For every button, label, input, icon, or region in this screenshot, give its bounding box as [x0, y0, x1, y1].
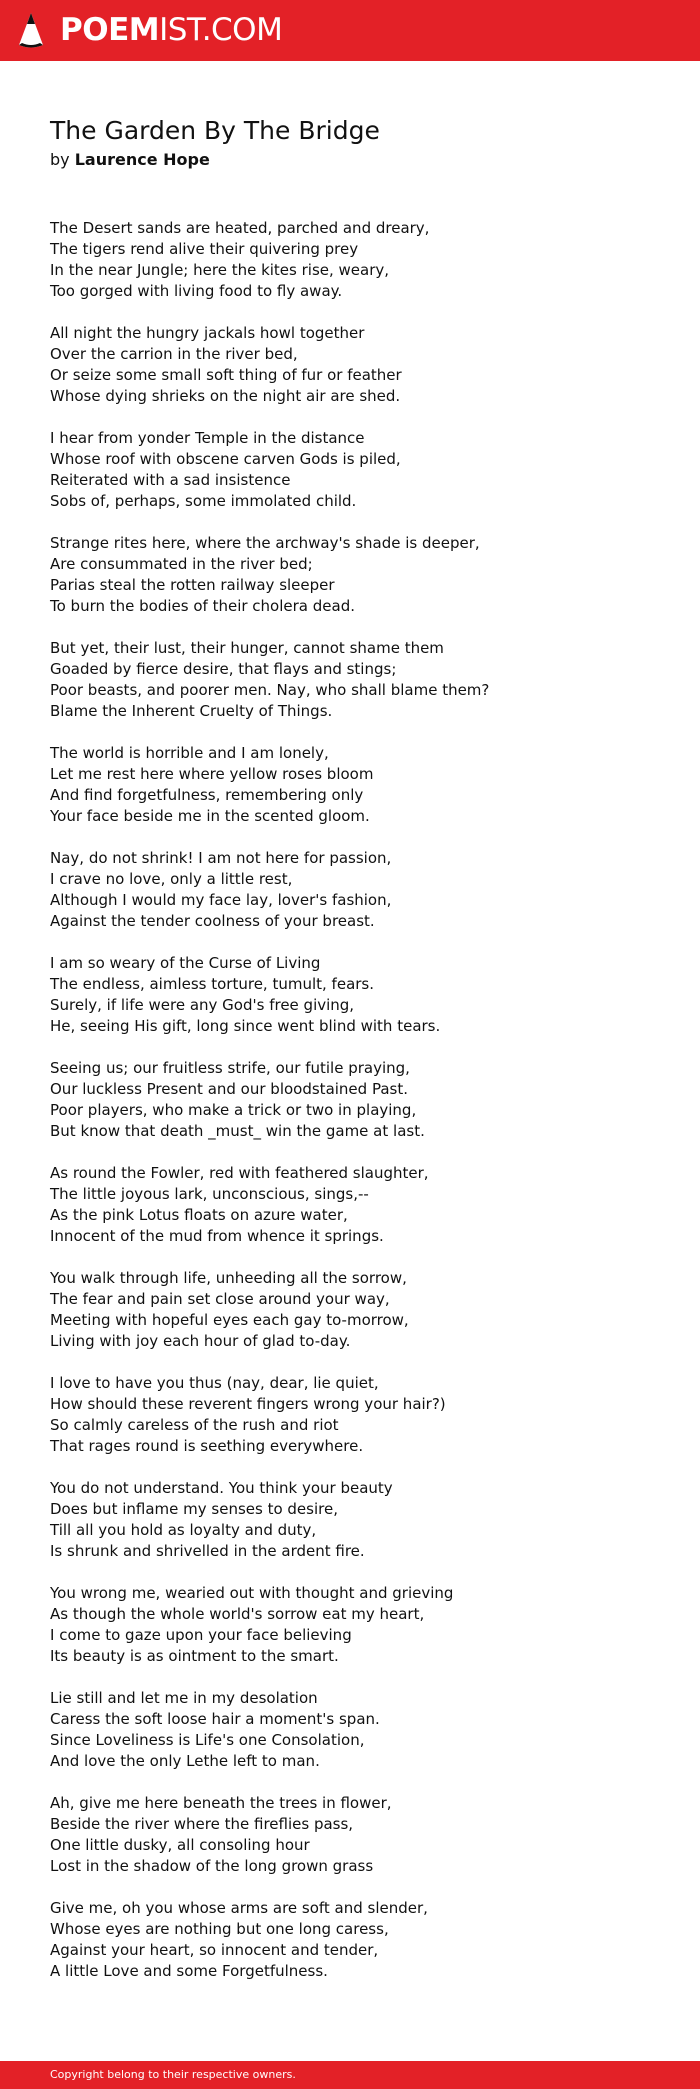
poem-line: The endless, aimless torture, tumult, fears.	[50, 975, 375, 993]
poem-line: Reiterated with a sad insistence	[50, 471, 291, 489]
stanza	[50, 533, 650, 617]
stanza	[50, 1163, 650, 1247]
stanza	[50, 1373, 650, 1457]
poem-line: Nay, do not shrink! I am not here for passion,	[50, 849, 392, 867]
poem-line: So calmly careless of the rush and riot	[50, 1416, 339, 1434]
poem-line: Goaded by fierce desire, that flays and stings;	[50, 660, 397, 678]
poem-line: Over the carrion in the river bed,	[50, 345, 298, 363]
poem-line: Lie still and let me in my desolation	[50, 1689, 318, 1707]
stanza	[50, 848, 650, 932]
poem-line: Surely, if life were any God's free giving,	[50, 996, 355, 1014]
poem-line: You wrong me, wearied out with thought and grieving	[50, 1584, 454, 1602]
poem-line: Whose dying shrieks on the night air are shed.	[50, 387, 401, 405]
poem-line: Beside the river where the fireflies pass,	[50, 1815, 354, 1833]
poem-line: Our luckless Present and our bloodstained Past.	[50, 1080, 408, 1098]
poem-line: Ah, give me here beneath the trees in flower,	[50, 1794, 392, 1812]
site-logo[interactable]	[60, 12, 282, 48]
poem-line: I come to gaze upon your face believing	[50, 1626, 352, 1644]
stanza	[50, 323, 650, 407]
stanza	[50, 1583, 650, 1667]
stanza	[50, 1898, 650, 1982]
logo-bold-text: POEM	[60, 12, 160, 48]
poem-line: Innocent of the mud from whence it springs.	[50, 1227, 384, 1245]
poem-line: That rages round is seething everywhere.	[50, 1437, 364, 1455]
poem-line: I love to have you thus (nay, dear, lie quiet,	[50, 1374, 379, 1392]
poem-title: The Garden By The Bridge	[50, 116, 380, 145]
stanza	[50, 953, 650, 1037]
poem-line: Against your heart, so innocent and tender,	[50, 1941, 379, 1959]
poem-line: Lost in the shadow of the long grown grass	[50, 1857, 374, 1875]
poem-line: Too gorged with living food to fly away.	[50, 282, 343, 300]
poem-line: Meeting with hopeful eyes each gay to-morrow,	[50, 1311, 409, 1329]
poem-line: And love the only Lethe left to man.	[50, 1752, 320, 1770]
poem-line: But yet, their lust, their hunger, cannot shame them	[50, 639, 444, 657]
byline	[50, 149, 650, 171]
poem-line: Give me, oh you whose arms are soft and slender,	[50, 1899, 428, 1917]
poem-line: Let me rest here where yellow roses bloom	[50, 765, 374, 783]
pencil-icon[interactable]	[16, 12, 46, 50]
byline-prefix: by	[50, 150, 70, 169]
poem-line: Whose eyes are nothing but one long caress,	[50, 1920, 389, 1938]
poem-line: Living with joy each hour of glad to-day.	[50, 1332, 351, 1350]
poem-line: You walk through life, unheeding all the sorrow,	[50, 1269, 407, 1287]
poem-line: Your face beside me in the scented gloom.	[50, 807, 370, 825]
poem-line: Seeing us; our fruitless strife, our futile praying,	[50, 1059, 410, 1077]
poem-line: As the pink Lotus floats on azure water,	[50, 1206, 348, 1224]
stanza	[50, 638, 650, 722]
poem-line: The fear and pain set close around your way,	[50, 1290, 390, 1308]
poem-line: You do not understand. You think your beauty	[50, 1479, 393, 1497]
poem-line: But know that death _must_ win the game at last.	[50, 1122, 425, 1140]
poem-heading	[50, 114, 650, 171]
poem-line: Caress the soft loose hair a moment's span.	[50, 1710, 380, 1728]
poem-line: In the near Jungle; here the kites rise, weary,	[50, 261, 390, 279]
poem-line: All night the hungry jackals howl together	[50, 324, 365, 342]
stanza	[50, 428, 650, 512]
stanza	[50, 743, 650, 827]
poem-line: Parias steal the rotten railway sleeper	[50, 576, 335, 594]
stanza	[50, 1688, 650, 1772]
poem-line: Against the tender coolness of your breast.	[50, 912, 375, 930]
site-header	[0, 0, 700, 61]
poem-line: Till all you hold as loyalty and duty,	[50, 1521, 317, 1539]
poem-line: I am so weary of the Curse of Living	[50, 954, 321, 972]
poem-line: Blame the Inherent Cruelty of Things.	[50, 702, 333, 720]
poem-line: Poor players, who make a trick or two in playing,	[50, 1101, 417, 1119]
stanza	[50, 1058, 650, 1142]
poem-line: Sobs of, perhaps, some immolated child.	[50, 492, 357, 510]
poem-line: Strange rites here, where the archway's shade is deeper,	[50, 534, 480, 552]
poem-body	[50, 218, 650, 2003]
poem-line: Whose roof with obscene carven Gods is piled,	[50, 450, 401, 468]
poem-line: The Desert sands are heated, parched and dreary,	[50, 219, 430, 237]
poem-line: I crave no love, only a little rest,	[50, 870, 293, 888]
poem-line: Since Loveliness is Life's one Consolation,	[50, 1731, 365, 1749]
poem-line: The world is horrible and I am lonely,	[50, 744, 329, 762]
author-name[interactable]: Laurence Hope	[74, 150, 210, 169]
poem-line: The little joyous lark, unconscious, sings,--	[50, 1185, 369, 1203]
poem-line: Are consummated in the river bed;	[50, 555, 313, 573]
poem-line: He, seeing His gift, long since went blind with tears.	[50, 1017, 441, 1035]
poem-line: The tigers rend alive their quivering prey	[50, 240, 359, 258]
poem-line: Does but inflame my senses to desire,	[50, 1500, 338, 1518]
poem-line: How should these reverent fingers wrong your hair?)	[50, 1395, 446, 1413]
poem-line: Or seize some small soft thing of fur or feather	[50, 366, 402, 384]
poem-line: Poor beasts, and poorer men. Nay, who shall blame them?	[50, 681, 490, 699]
poem-line: One little dusky, all consoling hour	[50, 1836, 310, 1854]
copyright-text: Copyright belong to their respective owners.	[50, 2068, 296, 2081]
poem-line: Its beauty is as ointment to the smart.	[50, 1647, 339, 1665]
poem-line: I hear from yonder Temple in the distance	[50, 429, 365, 447]
poem-line: To burn the bodies of their cholera dead.	[50, 597, 355, 615]
poem-line: Is shrunk and shrivelled in the ardent fire.	[50, 1542, 365, 1560]
poem-line: A little Love and some Forgetfulness.	[50, 1962, 328, 1980]
poem-line: Although I would my face lay, lover's fashion,	[50, 891, 392, 909]
stanza	[50, 1268, 650, 1352]
poem-line: And find forgetfulness, remembering only	[50, 786, 364, 804]
stanza	[50, 218, 650, 302]
stanza	[50, 1793, 650, 1877]
poem-line: As round the Fowler, red with feathered slaughter,	[50, 1164, 429, 1182]
logo-light-text: IST.COM	[159, 12, 283, 48]
site-footer	[0, 2061, 700, 2089]
poem-line: As though the whole world's sorrow eat my heart,	[50, 1605, 425, 1623]
stanza	[50, 1478, 650, 1562]
